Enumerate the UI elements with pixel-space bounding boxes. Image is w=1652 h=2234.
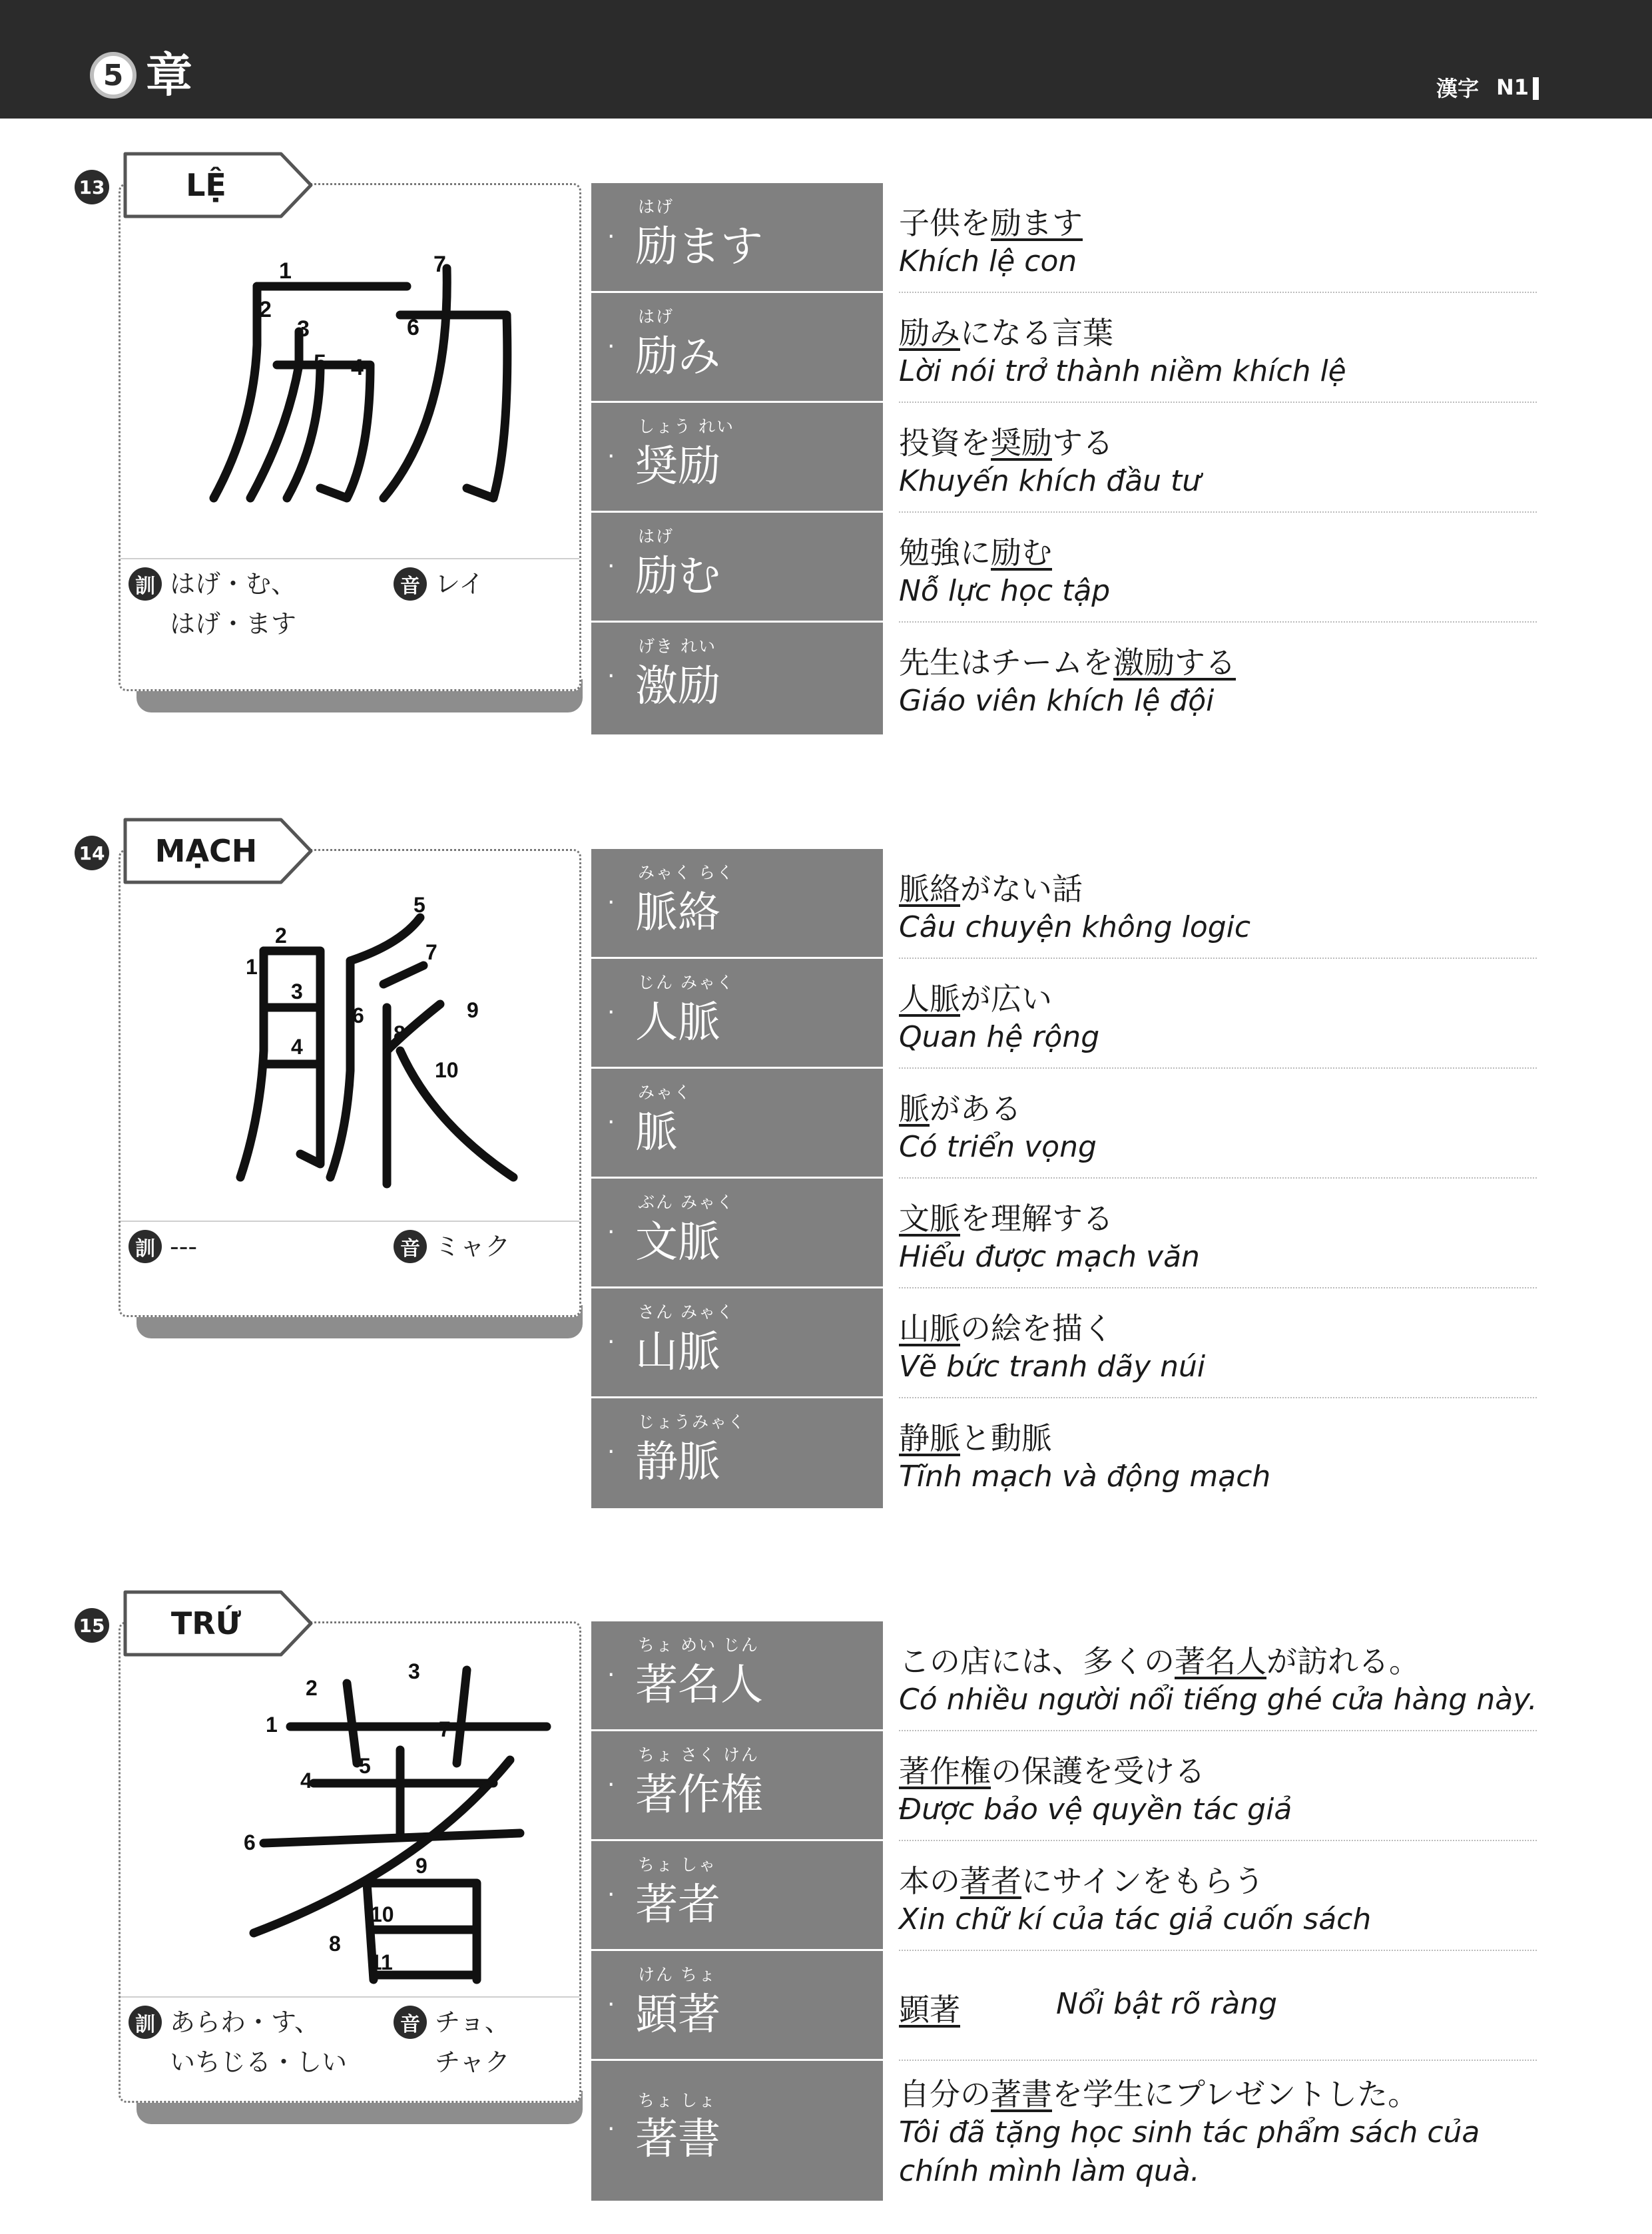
- vocab-row: [591, 403, 1537, 513]
- stroke-number: 1: [266, 1713, 278, 1737]
- example-japanese: 励みになる言葉: [899, 315, 1113, 351]
- furigana: ちょ さく けん: [638, 1745, 759, 1765]
- header-level-info: [1436, 72, 1539, 103]
- example-cell: [899, 959, 1537, 1069]
- han-viet-label: MẠCH: [154, 832, 258, 869]
- stroke-number: 4: [300, 1769, 312, 1793]
- subject-label: 漢字: [1436, 76, 1479, 101]
- vocab-word-cell: [591, 2061, 883, 2201]
- on-badge: 音: [394, 567, 427, 601]
- on-reading-line: レイ: [435, 569, 485, 599]
- example-japanese: 山脈の絵を描く: [899, 1310, 1113, 1346]
- vocab-word-cell: [591, 1621, 883, 1731]
- stroke-number: 2: [259, 297, 272, 322]
- underlined-term: 著名人: [1175, 1643, 1266, 1679]
- entry-number-badge: 15: [75, 1608, 109, 1643]
- vocab-word: 著作権: [635, 1771, 763, 1820]
- vocab-word-cell: [591, 1731, 883, 1841]
- vocab-word-cell: [591, 1951, 883, 2061]
- underlined-term: 著者: [960, 1863, 1021, 1899]
- stroke-number: 7: [425, 940, 437, 964]
- example-vietnamese: Tôi đã tặng học sinh tác phẩm sách của: [899, 2115, 1480, 2149]
- underlined-term: 著書: [991, 2076, 1052, 2112]
- vocab-word: 著名人: [635, 1661, 763, 1710]
- example-vietnamese: Hiểu được mạch văn: [899, 1240, 1200, 1274]
- furigana: はげ: [638, 307, 675, 326]
- kanji-card: [119, 849, 581, 1317]
- kanji-stroke-drawing: [121, 1623, 579, 1996]
- vocab-word: 人脈: [635, 998, 720, 1047]
- vocab-word-cell: [591, 513, 883, 623]
- underlined-term: 静脈: [899, 1420, 960, 1456]
- on-reading: [394, 567, 484, 604]
- bullet-dot: ·: [607, 889, 615, 916]
- vocab-word: 山脈: [635, 1328, 720, 1377]
- vocab-row: [591, 2061, 1537, 2201]
- readings-section: [121, 1221, 579, 1318]
- vocab-row: [591, 513, 1537, 623]
- bullet-dot: ·: [607, 443, 615, 470]
- kun-reading: [129, 1230, 197, 1266]
- kun-reading-line: はげ・ます: [170, 609, 297, 639]
- kanji-stroke-diagram: [121, 851, 579, 1221]
- stroke-7: [384, 268, 447, 498]
- vocab-word: 奨励: [635, 442, 720, 491]
- vocab-row: [591, 959, 1537, 1069]
- underlined-term: 脈: [899, 1091, 930, 1127]
- bullet-dot: ·: [607, 333, 615, 360]
- example-japanese: 著作権の保護を受ける: [899, 1753, 1205, 1789]
- on-reading-line: チョ、: [435, 2008, 510, 2037]
- vocab-row: [591, 1621, 1537, 1731]
- example-cell: [899, 2061, 1537, 2201]
- furigana: げき れい: [638, 637, 716, 656]
- bullet-dot: ·: [607, 2115, 615, 2143]
- vocab-word-cell: [591, 1069, 883, 1179]
- kun-badge: 訓: [129, 2006, 162, 2039]
- stroke-7: [384, 966, 423, 984]
- furigana: みゃく: [638, 1083, 692, 1102]
- example-vietnamese: Có triển vọng: [899, 1130, 1097, 1164]
- chapter-number-badge: 5: [90, 52, 137, 99]
- vocab-word-cell: [591, 1179, 883, 1288]
- vocab-word-cell: [591, 183, 883, 293]
- stroke-number: 5: [359, 1754, 371, 1778]
- example-japanese: 本の著者にサインをもらう: [899, 1863, 1264, 1899]
- bullet-dot: ·: [607, 1991, 615, 2018]
- furigana: はげ: [638, 197, 675, 216]
- han-viet-label: LỆ: [186, 166, 226, 203]
- example-cell: [899, 1179, 1537, 1288]
- stroke-6: [330, 961, 350, 1177]
- vocab-row: [591, 1069, 1537, 1179]
- example-cell: [899, 1288, 1537, 1398]
- han-viet-tag: [121, 150, 314, 220]
- kun-reading-line: いちじる・しい: [170, 2048, 348, 2077]
- furigana: じん みゃく: [638, 973, 734, 992]
- stroke-number: 5: [314, 350, 326, 376]
- example-cell: [899, 1951, 1537, 2061]
- example-japanese: 脈絡がない話: [899, 871, 1083, 907]
- stroke-number: 8: [394, 1021, 406, 1045]
- stroke-number: 2: [306, 1676, 318, 1700]
- example-cell: [899, 403, 1537, 513]
- stroke-number: 5: [413, 893, 425, 917]
- example-vietnamese: Xin chữ kí của tác giả cuốn sách: [899, 1902, 1372, 1936]
- stroke-2: [214, 286, 257, 498]
- stroke-number: 7: [433, 252, 446, 277]
- stroke-number: 7: [439, 1717, 451, 1741]
- han-viet-tag: [121, 816, 314, 886]
- example-vietnamese: Vẽ bức tranh dãy núi: [899, 1350, 1206, 1384]
- vocab-row: [591, 1731, 1537, 1841]
- vocab-row: [591, 623, 1537, 734]
- kanji-card: [119, 1621, 581, 2103]
- bullet-dot: ·: [607, 1881, 615, 1908]
- stroke-6: [400, 315, 507, 498]
- example-vietnamese: Quan hệ rộng: [899, 1020, 1100, 1054]
- underlined-term: 励ます: [991, 205, 1083, 241]
- entry-number-badge: 13: [75, 170, 109, 204]
- vocab-row: [591, 849, 1537, 959]
- level-label: [1496, 75, 1539, 100]
- vocab-word-cell: [591, 1398, 883, 1508]
- example-japanese: 文脈を理解する: [899, 1201, 1113, 1237]
- bullet-dot: ·: [607, 1328, 615, 1356]
- on-reading-line: ミャク: [435, 1232, 511, 1261]
- underlined-term: 励み: [899, 315, 960, 351]
- stroke-number: 2: [275, 924, 287, 948]
- stroke-number: 6: [407, 315, 419, 340]
- stroke-number: 6: [244, 1830, 256, 1854]
- kanji-entry-14: [0, 816, 1652, 1515]
- bullet-dot: ·: [607, 1219, 615, 1246]
- furigana: ちょ しょ: [638, 2091, 716, 2110]
- vocab-word-cell: [591, 1288, 883, 1398]
- example-cell: [899, 1069, 1537, 1179]
- example-vietnamese: Câu chuyện không logic: [899, 910, 1251, 944]
- on-reading: [394, 1230, 510, 1266]
- kun-badge: 訓: [129, 567, 162, 601]
- vocab-row: [591, 183, 1537, 293]
- stroke-6: [264, 1833, 520, 1843]
- kanji-stroke-drawing: [121, 185, 579, 558]
- example-cell: [899, 1398, 1537, 1508]
- bullet-dot: ·: [607, 1109, 615, 1136]
- underlined-term: 脈絡: [899, 871, 960, 907]
- underlined-term: 人脈: [899, 981, 960, 1017]
- example-japanese: [899, 1986, 960, 2030]
- vocab-word-cell: [591, 293, 883, 403]
- example-japanese: 子供を励ます: [899, 205, 1083, 241]
- vocab-word: 励み: [635, 332, 720, 382]
- on-badge: 音: [394, 1230, 427, 1263]
- underlined-term: 奨励: [991, 425, 1052, 461]
- furigana: はげ: [638, 527, 675, 546]
- vocab-row: [591, 1288, 1537, 1398]
- kun-reading-line: ---: [170, 1232, 198, 1261]
- example-vietnamese: Khuyến khích đầu tư: [899, 464, 1201, 498]
- example-japanese: 先生はチームを激励する: [899, 645, 1236, 681]
- example-japanese: 自分の著書を学生にプレゼントした。: [899, 2076, 1419, 2112]
- kanji-stroke-diagram: [121, 185, 579, 558]
- bullet-dot: ·: [607, 223, 615, 250]
- vocab-word: 激励: [635, 662, 720, 711]
- vocab-word-cell: [591, 1841, 883, 1951]
- example-japanese: この店には、多くの著名人が訪れる。: [899, 1643, 1420, 1679]
- example-vietnamese: Có nhiều người nổi tiếng ghé cửa hàng này.: [899, 1683, 1537, 1717]
- underlined-term: 激励する: [1113, 645, 1236, 681]
- example-vietnamese: Giáo viên khích lệ đội: [899, 684, 1215, 718]
- entry-number-badge: 14: [75, 836, 109, 870]
- example-japanese: 静脈と動脈: [899, 1420, 1052, 1456]
- underlined-term: 励む: [991, 535, 1052, 571]
- han-viet-tag: [121, 1588, 314, 1658]
- kun-reading: [129, 567, 296, 644]
- kanji-stroke-diagram: [121, 1623, 579, 1996]
- stroke-number: 10: [370, 1902, 394, 1926]
- example-cell: [899, 1731, 1537, 1841]
- stroke-number: 11: [370, 1950, 393, 1974]
- stroke-5: [350, 918, 420, 961]
- example-vietnamese: Khích lệ con: [899, 244, 1077, 278]
- vocab-word: 脈: [635, 1108, 678, 1157]
- stroke-3: [457, 1670, 467, 1763]
- example-vietnamese: Tĩnh mạch và động mạch: [899, 1460, 1271, 1494]
- kun-reading-line: あらわ・す、: [170, 2008, 320, 2037]
- stroke-number: 3: [291, 979, 303, 1003]
- kanji-stroke-drawing: [121, 851, 579, 1221]
- furigana: ちょ しゃ: [638, 1855, 716, 1874]
- kanji-entry-13: [0, 150, 1652, 749]
- han-viet-label: TRỨ: [170, 1605, 242, 1641]
- vocab-row: [591, 293, 1537, 403]
- example-japanese: 人脈が広い: [899, 981, 1052, 1017]
- furigana: しょう れい: [638, 417, 734, 436]
- kun-reading: [129, 2006, 347, 2082]
- vocab-row: [591, 1398, 1537, 1508]
- vocab-row: [591, 1951, 1537, 2061]
- example-cell: [899, 623, 1537, 734]
- example-vietnamese: Nỗ lực học tập: [899, 574, 1111, 608]
- furigana: ちょ めい じん: [638, 1635, 759, 1655]
- vocab-word: 文脈: [635, 1218, 720, 1267]
- on-reading: [394, 2006, 510, 2082]
- vocab-row: [591, 1179, 1537, 1288]
- vocab-word: 顕著: [635, 1990, 720, 2040]
- stroke-number: 3: [297, 316, 310, 342]
- stroke-2: [347, 1683, 357, 1763]
- bullet-dot: ·: [607, 1771, 615, 1799]
- kun-reading-line: はげ・む、: [170, 569, 297, 599]
- underlined-term: 山脈: [899, 1310, 960, 1346]
- vocab-word: 励む: [635, 552, 720, 601]
- furigana: ぶん みゃく: [638, 1193, 734, 1212]
- example-cell: [899, 293, 1537, 403]
- on-badge: 音: [394, 2006, 427, 2039]
- example-japanese: 投資を奨励する: [899, 425, 1113, 461]
- example-cell: [899, 513, 1537, 623]
- vocab-word: 著者: [635, 1880, 720, 1930]
- vocab-word: 脈絡: [635, 888, 720, 938]
- example-japanese: 脈がある: [899, 1091, 1021, 1127]
- example-cell: [899, 849, 1537, 959]
- bullet-dot: ·: [607, 663, 615, 690]
- vocab-row: [591, 1841, 1537, 1951]
- level-bar-icon: [1533, 77, 1539, 100]
- example-vietnamese: Nổi bật rõ ràng: [1056, 1987, 1278, 2021]
- on-reading-line: チャク: [435, 2048, 510, 2077]
- chapter-label: [90, 48, 192, 103]
- stroke-number: 1: [279, 258, 292, 284]
- kun-badge: 訓: [129, 1230, 162, 1263]
- vocab-word-cell: [591, 623, 883, 734]
- readings-section: [121, 1996, 579, 2104]
- bullet-dot: ·: [607, 553, 615, 580]
- stroke-number: 9: [415, 1854, 427, 1878]
- example-japanese: 勉強に励む: [899, 535, 1052, 571]
- example-vietnamese: Lời nói trở thành niềm khích lệ: [899, 354, 1346, 388]
- stroke-number: 6: [352, 1003, 364, 1027]
- vocab-word-cell: [591, 959, 883, 1069]
- kanji-entry-15: [0, 1588, 1652, 2221]
- vocab-word-cell: [591, 403, 883, 513]
- kanji-card: [119, 183, 581, 691]
- level-text: N1: [1496, 75, 1529, 100]
- stroke-number: 9: [467, 998, 479, 1022]
- page-header: [0, 0, 1652, 119]
- stroke-number: 10: [435, 1058, 459, 1082]
- furigana: さん みゃく: [638, 1302, 734, 1322]
- vocab-word: 著書: [635, 2115, 720, 2164]
- furigana: みゃく らく: [638, 863, 734, 882]
- readings-section: [121, 558, 579, 693]
- underlined-term: 顕著: [899, 1992, 960, 2028]
- stroke-number: 4: [291, 1035, 303, 1059]
- underlined-term: 文脈: [899, 1201, 960, 1237]
- vocab-word: 励ます: [635, 222, 763, 272]
- bullet-dot: ·: [607, 1661, 615, 1689]
- stroke-number: 1: [246, 955, 258, 979]
- example-cell: [899, 183, 1537, 293]
- furigana: けん ちょ: [638, 1965, 716, 1984]
- vocab-word-cell: [591, 849, 883, 959]
- chapter-title: 章: [146, 48, 192, 103]
- example-cell: [899, 1621, 1537, 1731]
- stroke-number: 8: [329, 1932, 341, 1956]
- example-cell: [899, 1841, 1537, 1951]
- example-vietnamese-line-2: chính mình làm quà.: [899, 2154, 1200, 2188]
- stroke-number: 3: [408, 1659, 420, 1683]
- bullet-dot: ·: [607, 999, 615, 1026]
- bullet-dot: ·: [607, 1438, 615, 1466]
- furigana: じょうみゃく: [638, 1412, 746, 1432]
- vocab-word: 静脈: [635, 1438, 720, 1487]
- stroke-number: 4: [351, 355, 364, 380]
- underlined-term: 著作権: [899, 1753, 991, 1789]
- example-vietnamese: Được bảo vệ quyền tác giả: [899, 1793, 1292, 1826]
